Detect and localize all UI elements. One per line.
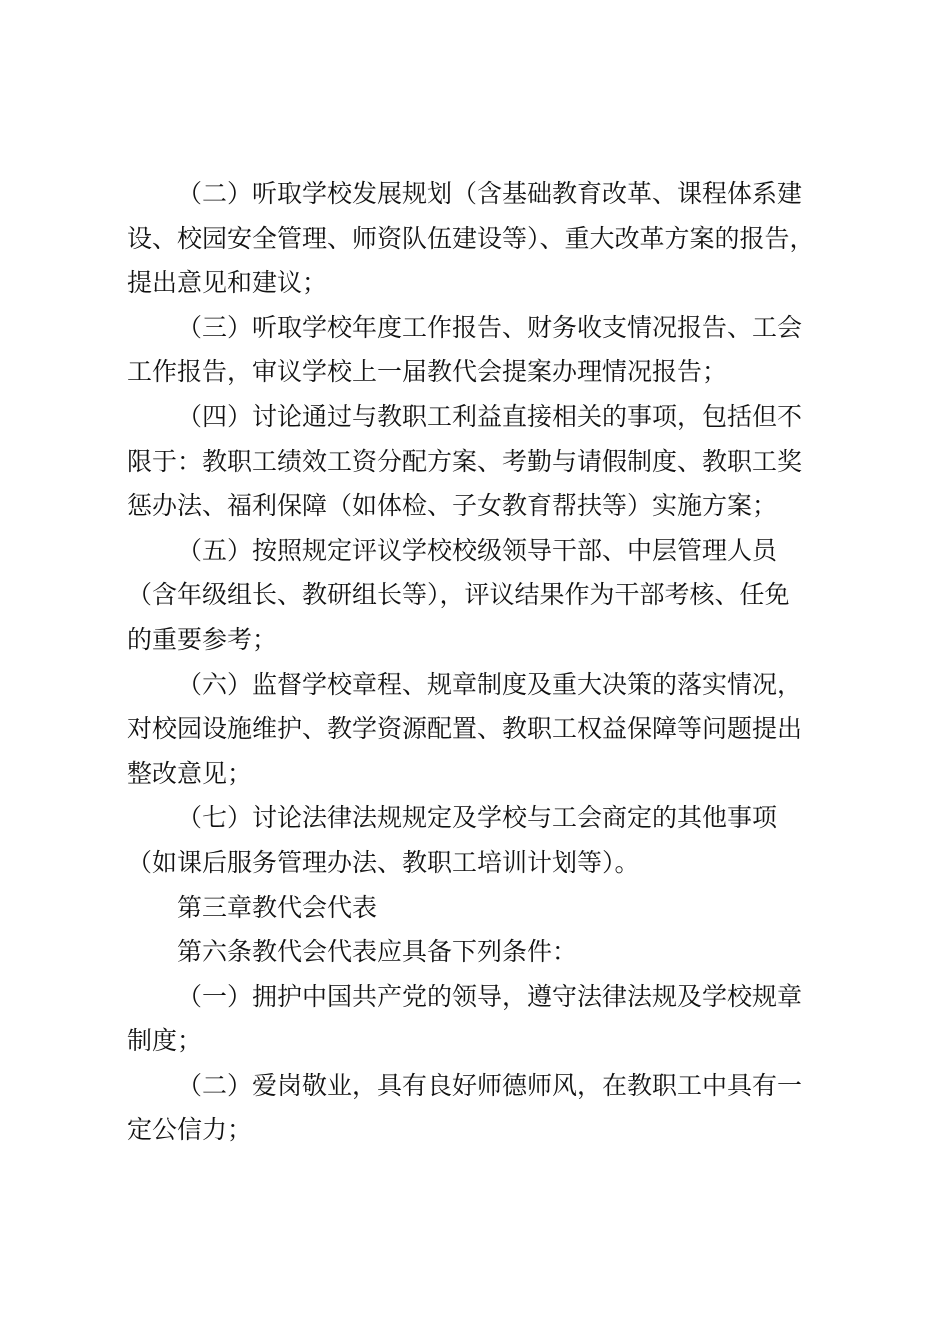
text-line: （一）拥护中国共产党的领导，遵守法律法规及学校规章 <box>177 981 803 1011</box>
text-line: （七）讨论法律法规规定及学校与工会商定的其他事项 <box>177 803 778 833</box>
text-line: （二）爱岗敬业，具有良好师德师风，在教职工中具有一 <box>177 1070 803 1100</box>
text-line: 限于：教职工绩效工资分配方案、考勤与请假制度、教职工奖 <box>127 446 803 476</box>
chapter-heading: 第三章教代会代表 <box>177 892 378 922</box>
text-line: （如课后服务管理办法、教职工培训计划等）。 <box>127 847 640 877</box>
text-line: （二）听取学校发展规划（含基础教育改革、课程体系建 <box>177 179 803 208</box>
text-line: 惩办法、福利保障（如体检、子女教育帮扶等）实施方案； <box>127 491 778 521</box>
text-line: 的重要参考； <box>127 624 278 654</box>
text-line: （三）听取学校年度工作报告、财务收支情况报告、工会 <box>177 312 803 342</box>
text-line: 对校园设施维护、教学资源配置、教职工权益保障等问题提出 <box>127 714 803 744</box>
text-line: 设、校园安全管理、师资队伍建设等）、重大改革方案的报告， <box>127 223 815 253</box>
article-heading: 第六条教代会代表应具备下列条件： <box>177 937 578 967</box>
text-line: 制度； <box>127 1026 203 1056</box>
text-line: 工作报告，审议学校上一届教代会提案办理情况报告； <box>127 357 728 387</box>
text-line: 定公信力； <box>127 1115 253 1145</box>
text-line: （五）按照规定评议学校校级领导干部、中层管理人员 <box>177 535 778 565</box>
text-line: （六）监督学校章程、规章制度及重大决策的落实情况， <box>177 669 803 699</box>
text-line: （含年级组长、教研组长等），评议结果作为干部考核、任免 <box>127 580 790 610</box>
document-body <box>127 172 827 1153</box>
text-line: 整改意见； <box>127 758 253 788</box>
text-line: 提出意见和建议； <box>127 268 328 298</box>
text-line: （四）讨论通过与教职工利益直接相关的事项，包括但不 <box>177 401 803 431</box>
